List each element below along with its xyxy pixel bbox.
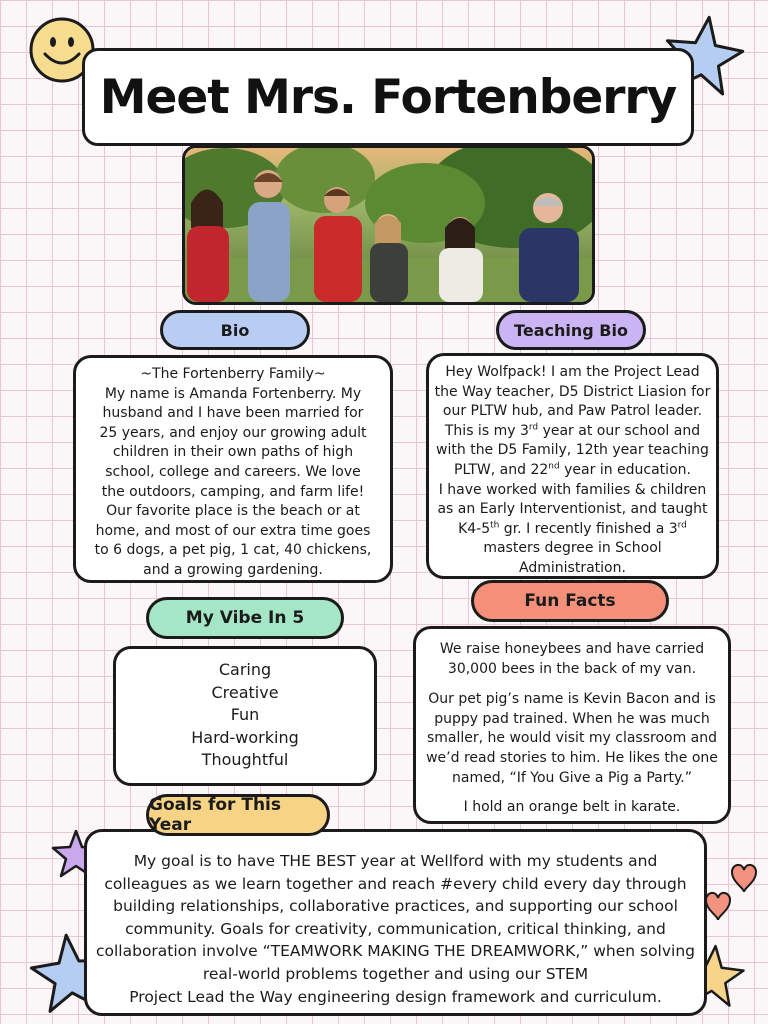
teaching-bio-label-text: Teaching Bio bbox=[514, 320, 628, 340]
vibe-word: Creative bbox=[211, 682, 279, 702]
teaching-bio-fragment: K4-5 bbox=[458, 520, 491, 537]
bio-line: ~The Fortenberry Family~ bbox=[140, 366, 326, 382]
teaching-bio-line: the Way teacher, D5 District Liasion for bbox=[434, 383, 711, 400]
fun-fact-line: named, “If You Give a Pig a Party.” bbox=[452, 769, 692, 786]
bio-line: husband and I have been married for bbox=[102, 405, 364, 422]
goals-label bbox=[146, 794, 330, 836]
fun-fact-line: puppy pad trained. When he was much bbox=[434, 710, 710, 727]
bio-line: My name is Amanda Fortenberry. My bbox=[104, 385, 362, 402]
fun-fact-line: Our pet pig’s name is Kevin Bacon and is bbox=[428, 691, 716, 708]
vibe-word: Caring bbox=[218, 660, 272, 679]
family-photo-illustration bbox=[185, 148, 592, 302]
goals-line: Project Lead the Way engineering design framework and curriculum. bbox=[129, 987, 662, 1006]
title-banner bbox=[82, 48, 694, 146]
teaching-bio-fragment: PLTW, and 22 bbox=[454, 461, 549, 478]
teaching-bio-line bbox=[433, 461, 712, 481]
fun-facts-label bbox=[471, 580, 669, 622]
fun-facts-box bbox=[413, 626, 731, 824]
bio-line: 25 years, and enjoy our growing adult bbox=[99, 424, 367, 441]
page-title: Meet Mrs. Fortenberry bbox=[99, 69, 677, 125]
bio-label bbox=[160, 310, 310, 350]
vibe-word: Thoughtful bbox=[201, 750, 289, 769]
goals-text bbox=[91, 850, 700, 1008]
teaching-bio-superscript: th bbox=[490, 520, 500, 531]
vibe-box bbox=[113, 646, 377, 786]
teaching-bio-line: our PLTW hub, and Paw Patrol leader. bbox=[442, 403, 703, 420]
vibe-list bbox=[116, 659, 374, 772]
fun-fact-line: 30,000 bees in the back of my van. bbox=[447, 660, 697, 677]
bio-line: home, and most of our extra time goes bbox=[95, 522, 371, 539]
teaching-bio-text bbox=[433, 363, 712, 579]
goals-line: collaboration involve “TEAMWORK MAKING THE DREAMWORK,” when solving bbox=[95, 942, 695, 961]
goals-line: building relationships, collaborative practices, and supporting our school bbox=[113, 897, 678, 916]
teaching-bio-fragment: year at our school and bbox=[538, 422, 701, 439]
teaching-bio-line: I have worked with families & children bbox=[438, 481, 707, 498]
family-photo bbox=[182, 145, 595, 305]
bio-line: school, college and careers. We love bbox=[105, 463, 361, 480]
teaching-bio-line bbox=[433, 422, 712, 442]
fun-fact-2 bbox=[420, 690, 724, 788]
bio-line: Our favorite place is the beach or at bbox=[106, 503, 360, 520]
teaching-bio-line: masters degree in School bbox=[483, 540, 662, 557]
teaching-bio-fragment: gr. I recently finished a 3 bbox=[499, 520, 678, 537]
goals-line: community. Goals for creativity, communication, critical thinking, and bbox=[125, 919, 666, 938]
vibe-word: Hard-working bbox=[191, 727, 299, 747]
goals-box bbox=[84, 829, 707, 1016]
fun-fact-line: We raise honeybees and have carried bbox=[439, 641, 705, 657]
teaching-bio-line: as an Early Interventionist, and taught bbox=[437, 501, 708, 518]
teaching-bio-label bbox=[496, 310, 646, 350]
teaching-bio-superscript: nd bbox=[548, 461, 560, 472]
bio-text bbox=[82, 365, 384, 581]
teaching-bio-box bbox=[426, 353, 719, 579]
fun-fact-1 bbox=[420, 640, 724, 679]
fun-fact-3 bbox=[420, 798, 724, 818]
teaching-bio-superscript: rd bbox=[677, 520, 687, 531]
vibe-label bbox=[146, 597, 344, 639]
vibe-word: Fun bbox=[230, 705, 260, 724]
bio-box bbox=[73, 355, 393, 583]
bio-line: and a growing gardening. bbox=[143, 561, 323, 578]
teaching-bio-line bbox=[433, 520, 712, 540]
teaching-bio-line: Administration. bbox=[519, 559, 626, 576]
goals-line: My goal is to have THE BEST year at Wellford with my students and bbox=[133, 852, 658, 870]
bio-line: children in their own paths of high bbox=[112, 444, 354, 461]
bio-line: to 6 dogs, a pet pig, 1 cat, 40 chickens, bbox=[94, 542, 372, 559]
bio-label-text: Bio bbox=[220, 320, 250, 340]
goals-line: colleagues as we learn together and reach #every child every day through bbox=[104, 874, 687, 893]
teaching-bio-line: with the D5 Family, 12th year teaching bbox=[436, 442, 709, 459]
vibe-label-text: My Vibe In 5 bbox=[185, 608, 305, 628]
fun-fact-line: I hold an orange belt in karate. bbox=[463, 799, 681, 816]
goals-label-text: Goals for This Year bbox=[149, 795, 281, 835]
fun-fact-line: we’d read stories to him. He likes the one bbox=[426, 749, 718, 766]
teaching-bio-superscript: rd bbox=[528, 422, 539, 433]
fun-facts-label-text: Fun Facts bbox=[524, 591, 616, 611]
fun-fact-line: smaller, he would visit my classroom and bbox=[426, 730, 718, 747]
bio-line: the outdoors, camping, and farm life! bbox=[101, 483, 365, 500]
teaching-bio-fragment: year in education. bbox=[559, 461, 691, 478]
teaching-bio-line: Hey Wolfpack! I am the Project Lead bbox=[445, 364, 700, 380]
teaching-bio-fragment: This is my 3 bbox=[444, 422, 529, 439]
goals-line: real-world problems together and using our STEM bbox=[202, 964, 589, 983]
